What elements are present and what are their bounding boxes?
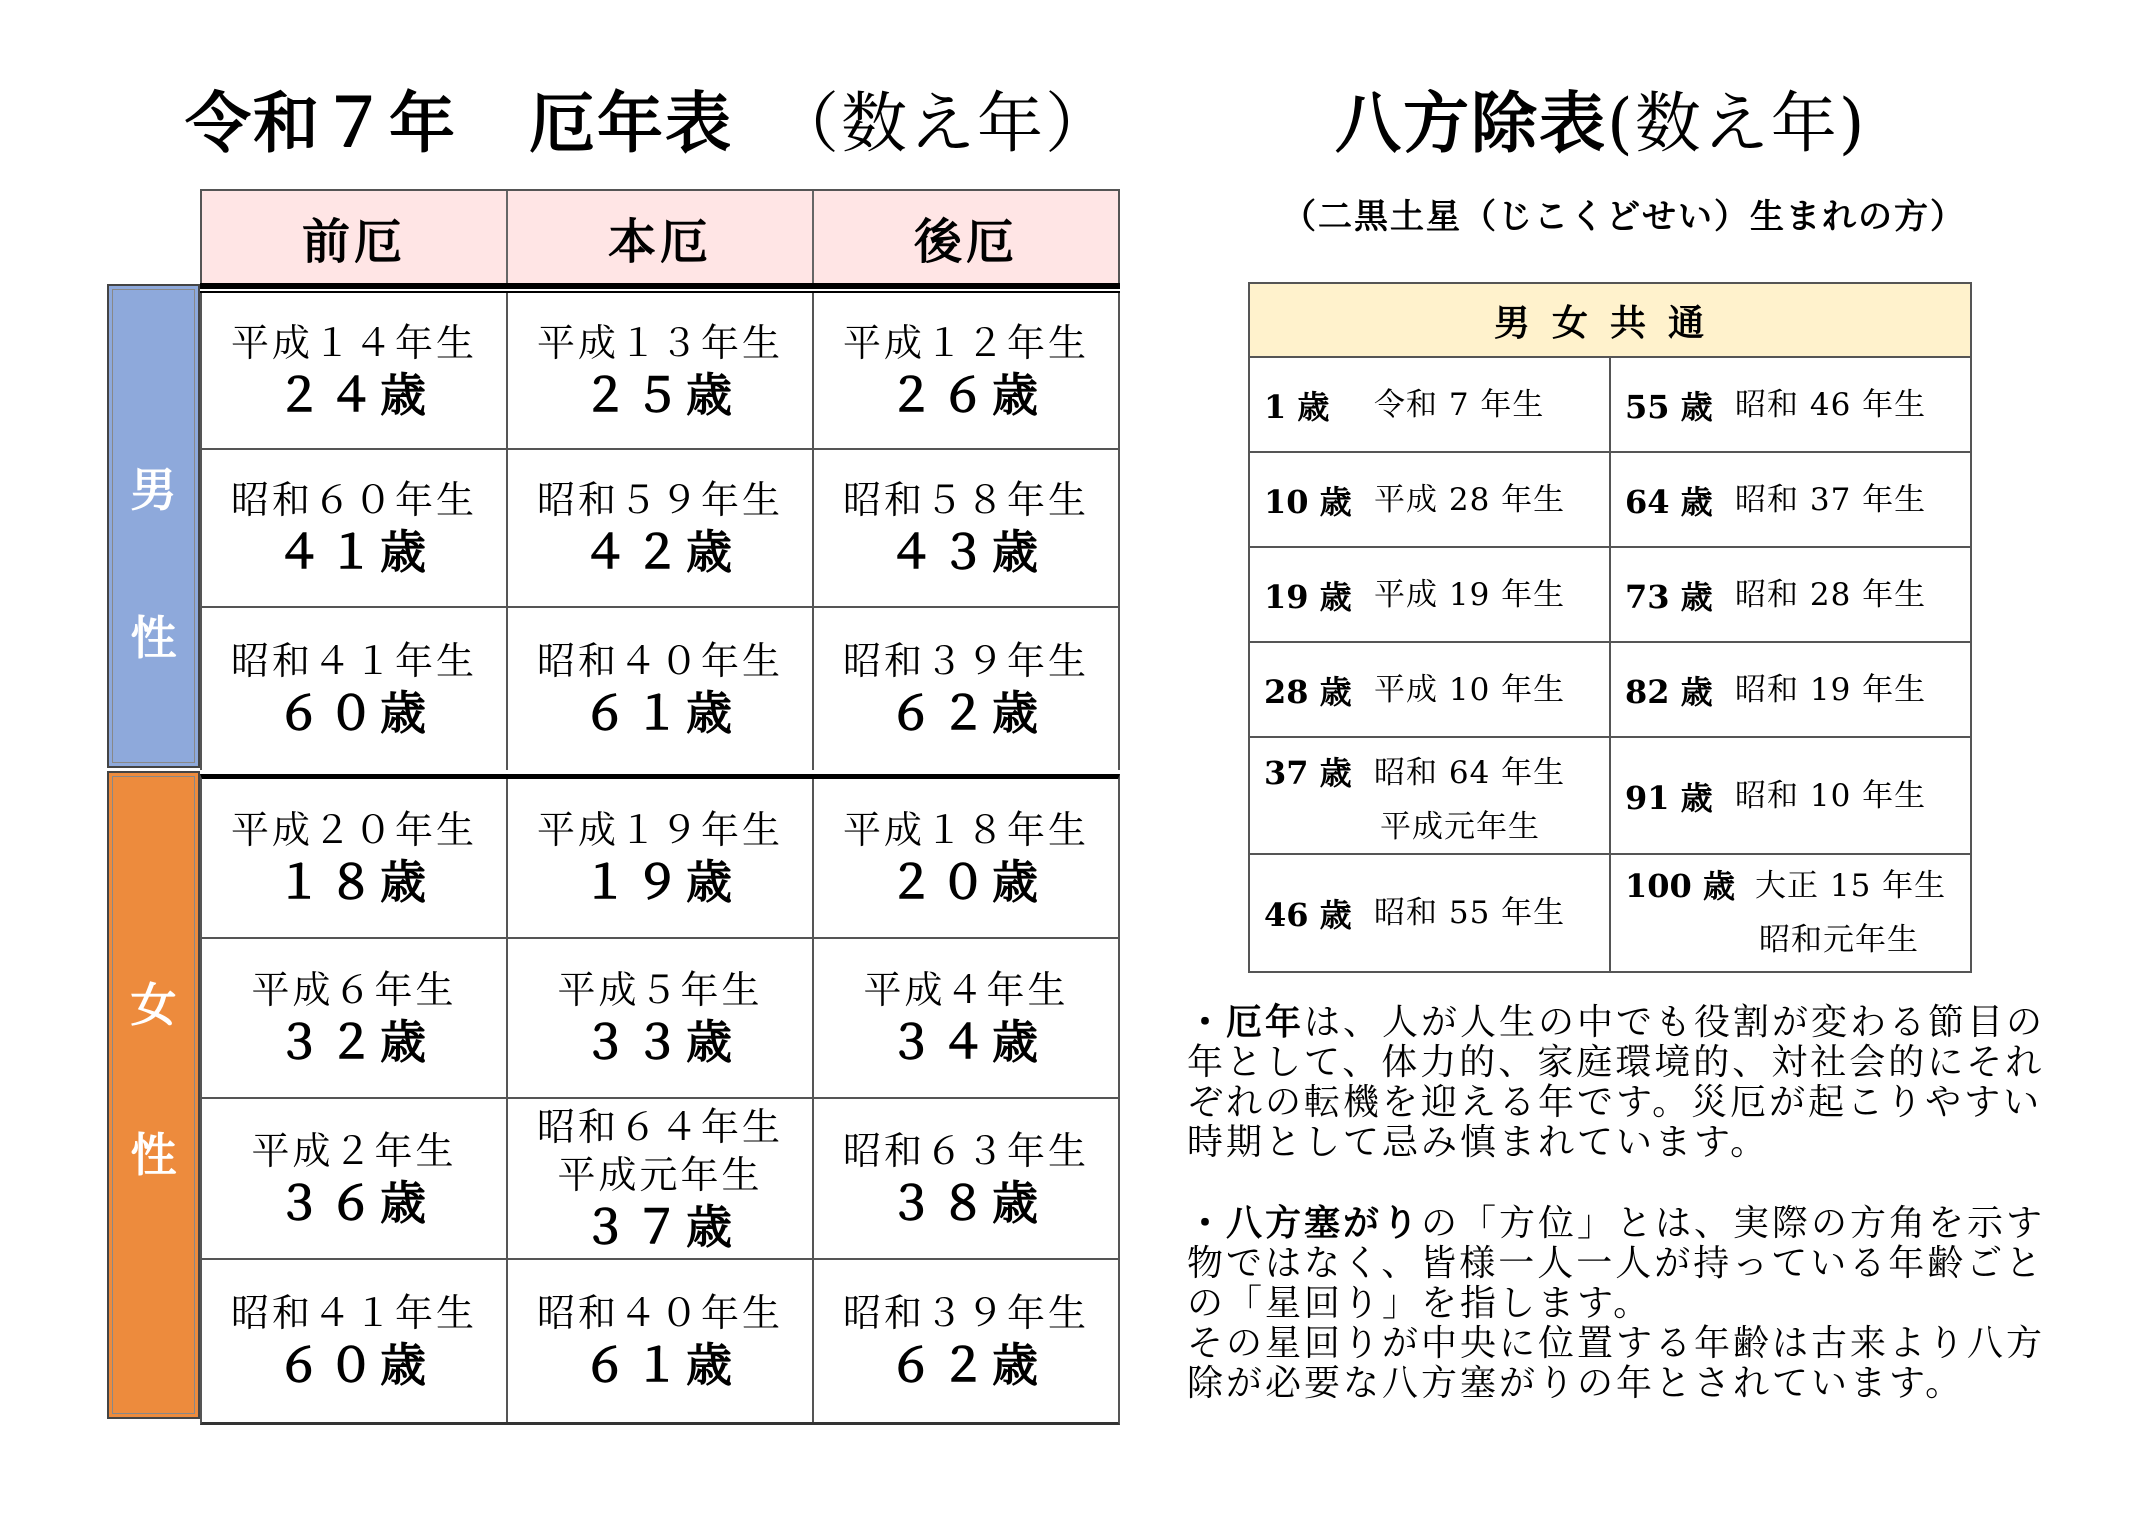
- age: ２０歳: [888, 855, 1044, 909]
- age: ６０歳: [276, 686, 432, 740]
- female-label-char: 性: [130, 1128, 177, 1182]
- birth-year: 昭和６３年生: [842, 1128, 1089, 1173]
- age: 46 歳: [1264, 896, 1352, 934]
- note-body: その星回りが中央に位置する年齢は古来より八方除が必要な八方塞がりの年とされています。: [1187, 1323, 2046, 1404]
- age: 28 歳: [1264, 672, 1352, 711]
- table-row: [202, 1260, 1118, 1422]
- birth-year: 平成１２年生: [842, 320, 1089, 365]
- column-header-atoyaku: 後厄: [814, 191, 1118, 283]
- table-cell: [814, 1260, 1118, 1422]
- age: ３７歳: [582, 1199, 738, 1254]
- title-table-name: 厄年表: [529, 84, 733, 162]
- table-cell: [1250, 855, 1611, 971]
- table-cell: [1611, 738, 1970, 853]
- birth-year: 昭和 19 年生: [1735, 671, 1927, 708]
- table-row: [202, 293, 1118, 450]
- birth-year: 昭和 28 年生: [1735, 576, 1927, 613]
- age: ６０歳: [276, 1338, 432, 1392]
- birth-year: 昭和３９年生: [842, 639, 1089, 683]
- yakudoshi-title: [185, 78, 1113, 168]
- table-row: [202, 608, 1118, 770]
- birth-year: 平成元年生: [557, 1152, 763, 1197]
- age: １８歳: [276, 855, 432, 909]
- birth-year: 昭和 46 年生: [1735, 386, 1927, 423]
- age: ６２歳: [888, 686, 1044, 740]
- birth-year: 昭和 37 年生: [1735, 481, 1927, 518]
- table-cell: [1250, 453, 1611, 546]
- table-cell: [508, 450, 814, 606]
- birth-year: 平成 19 年生: [1374, 576, 1566, 613]
- table-row: [1250, 453, 1970, 548]
- yakudoshi-table-header: [200, 189, 1120, 283]
- age: ６１歳: [582, 1338, 738, 1392]
- birth-year: 昭和４１年生: [230, 639, 477, 683]
- age: ４２歳: [582, 525, 738, 579]
- age: ２４歳: [276, 367, 432, 422]
- table-cell: [1611, 855, 1970, 971]
- age: 91 歳: [1625, 778, 1713, 817]
- table-cell: [508, 1099, 814, 1258]
- table-row: [1250, 738, 1970, 855]
- table-cell: [1250, 643, 1611, 736]
- table-cell: [508, 1260, 814, 1422]
- female-label-char: 女: [130, 978, 177, 1032]
- table-cell: [508, 939, 814, 1097]
- age: ３３歳: [582, 1015, 738, 1069]
- yakudoshi-note: [1187, 1002, 2067, 1163]
- age: ３８歳: [888, 1175, 1044, 1230]
- birth-year: 昭和５９年生: [536, 478, 783, 522]
- header-double-divider: [200, 283, 1120, 293]
- birth-year: 平成１９年生: [536, 808, 783, 852]
- table-cell: [202, 939, 508, 1097]
- table-cell: [202, 779, 508, 937]
- birth-year: 昭和 55 年生: [1374, 895, 1566, 931]
- table-cell: [814, 450, 1118, 606]
- table-row: [202, 939, 1118, 1099]
- table-cell: [202, 1099, 508, 1258]
- table-cell: [814, 779, 1118, 937]
- table-cell: [508, 608, 814, 770]
- birth-year: 平成６年生: [251, 968, 457, 1012]
- table-row: [202, 1099, 1118, 1260]
- table-cell: [814, 608, 1118, 770]
- table-row: [1250, 548, 1970, 643]
- age: ６２歳: [888, 1338, 1044, 1392]
- age: 82 歳: [1625, 672, 1713, 711]
- age: ３４歳: [888, 1015, 1044, 1069]
- male-rows: [200, 293, 1120, 770]
- table-cell: [1250, 548, 1611, 641]
- age: ３２歳: [276, 1015, 432, 1069]
- age: 10 歳: [1264, 482, 1352, 521]
- happouyoke-table: [1248, 282, 1972, 973]
- age: ４３歳: [888, 525, 1044, 579]
- column-header-honyaku: 本厄: [508, 191, 814, 283]
- birth-year: 昭和 10 年生: [1735, 777, 1927, 814]
- birth-year: 昭和６４年生: [536, 1104, 783, 1149]
- birth-year: 平成５年生: [557, 968, 763, 1012]
- age: ３６歳: [276, 1175, 432, 1230]
- table-row: [1250, 643, 1970, 738]
- column-header-maeyaku: 前厄: [202, 191, 508, 283]
- birth-year: 平成２０年生: [230, 808, 477, 852]
- table-cell: [814, 1099, 1118, 1258]
- table-cell: [1611, 358, 1970, 451]
- birth-year: 昭和４１年生: [230, 1291, 477, 1335]
- birth-year: 平成１４年生: [230, 320, 477, 365]
- birth-year: 昭和３９年生: [842, 1291, 1089, 1335]
- table-cell: [1611, 548, 1970, 641]
- happouyoke-table-header: 男女共通: [1250, 284, 1970, 358]
- female-label-band: [107, 771, 200, 1419]
- age: ２５歳: [582, 367, 738, 422]
- note-heading: ・厄年: [1187, 1001, 1305, 1043]
- table-cell: [202, 293, 508, 448]
- birth-year: 平成 28 年生: [1374, 481, 1566, 518]
- table-cell: [202, 450, 508, 606]
- title-paren: (数え年): [1607, 85, 1867, 162]
- table-cell: [814, 939, 1118, 1097]
- age: 19 歳: [1264, 577, 1352, 616]
- male-label-char: 男: [130, 463, 177, 517]
- birth-year: 平成１８年生: [842, 808, 1089, 852]
- table-cell: [1250, 738, 1611, 853]
- table-row: [1250, 358, 1970, 453]
- birth-year: 平成２年生: [251, 1128, 457, 1173]
- happou-note: [1187, 1203, 2067, 1404]
- birth-year: 昭和 64 年生 平成元年生: [1374, 755, 1566, 845]
- table-row: [202, 450, 1118, 608]
- birth-year: 平成１３年生: [536, 320, 783, 365]
- table-cell: [814, 293, 1118, 448]
- note-body: の「方位」とは、実際の方角を示す物ではなく、皆様一人一人が持っている年齢ごとの「星回り」を指します。: [1187, 1203, 2046, 1324]
- age: 64 歳: [1625, 482, 1713, 521]
- happouyoke-subtitle: （二黒土星（じこくどせい）生まれの方）: [1282, 197, 1966, 237]
- table-row: [202, 779, 1118, 939]
- table-cell: [202, 1260, 508, 1422]
- note-body: は、人が人生の中でも役割が変わる節目の年として、体力的、家庭環境的、対社会的にそれぞれの転機を迎える年です。災厄が起こりやすい時期として忌み慎まれています。: [1187, 1002, 2046, 1163]
- table-cell: [1250, 358, 1611, 451]
- table-cell: [1611, 453, 1970, 546]
- age: ４１歳: [276, 525, 432, 579]
- title-era: 令和７年: [185, 84, 457, 162]
- age: ６１歳: [582, 686, 738, 740]
- birth-year: 昭和５８年生: [842, 478, 1089, 522]
- birth-year: 平成４年生: [863, 968, 1069, 1012]
- age: ２６歳: [888, 367, 1044, 422]
- age: 1 歳: [1264, 387, 1330, 426]
- title-paren: （数え年）: [773, 85, 1113, 162]
- birth-year: 昭和４０年生: [536, 1291, 783, 1335]
- age: 37 歳: [1264, 754, 1352, 792]
- explanation-notes: [1187, 1002, 2067, 1404]
- age: １９歳: [582, 855, 738, 909]
- table-cell: [508, 293, 814, 448]
- age: 55 歳: [1625, 387, 1713, 426]
- birth-year: 昭和４０年生: [536, 639, 783, 683]
- male-label-band: [107, 284, 200, 768]
- age: 73 歳: [1625, 577, 1713, 616]
- table-cell: [202, 608, 508, 770]
- birth-year: 昭和６０年生: [230, 478, 477, 522]
- happouyoke-title: [1335, 78, 1895, 168]
- birth-year: 平成 10 年生: [1374, 671, 1566, 708]
- note-heading: ・八方塞がり: [1187, 1202, 1422, 1244]
- table-cell: [508, 779, 814, 937]
- age: 100 歳: [1625, 867, 1735, 905]
- birth-year: 令和 7 年生: [1374, 386, 1545, 423]
- table-row: [1250, 855, 1970, 971]
- title-table-name: 八方除表: [1335, 84, 1607, 162]
- table-cell: [1611, 643, 1970, 736]
- female-rows: [200, 774, 1120, 1425]
- male-label-char: 性: [130, 611, 177, 665]
- birth-year: 大正 15 年生 昭和元年生: [1755, 868, 1947, 958]
